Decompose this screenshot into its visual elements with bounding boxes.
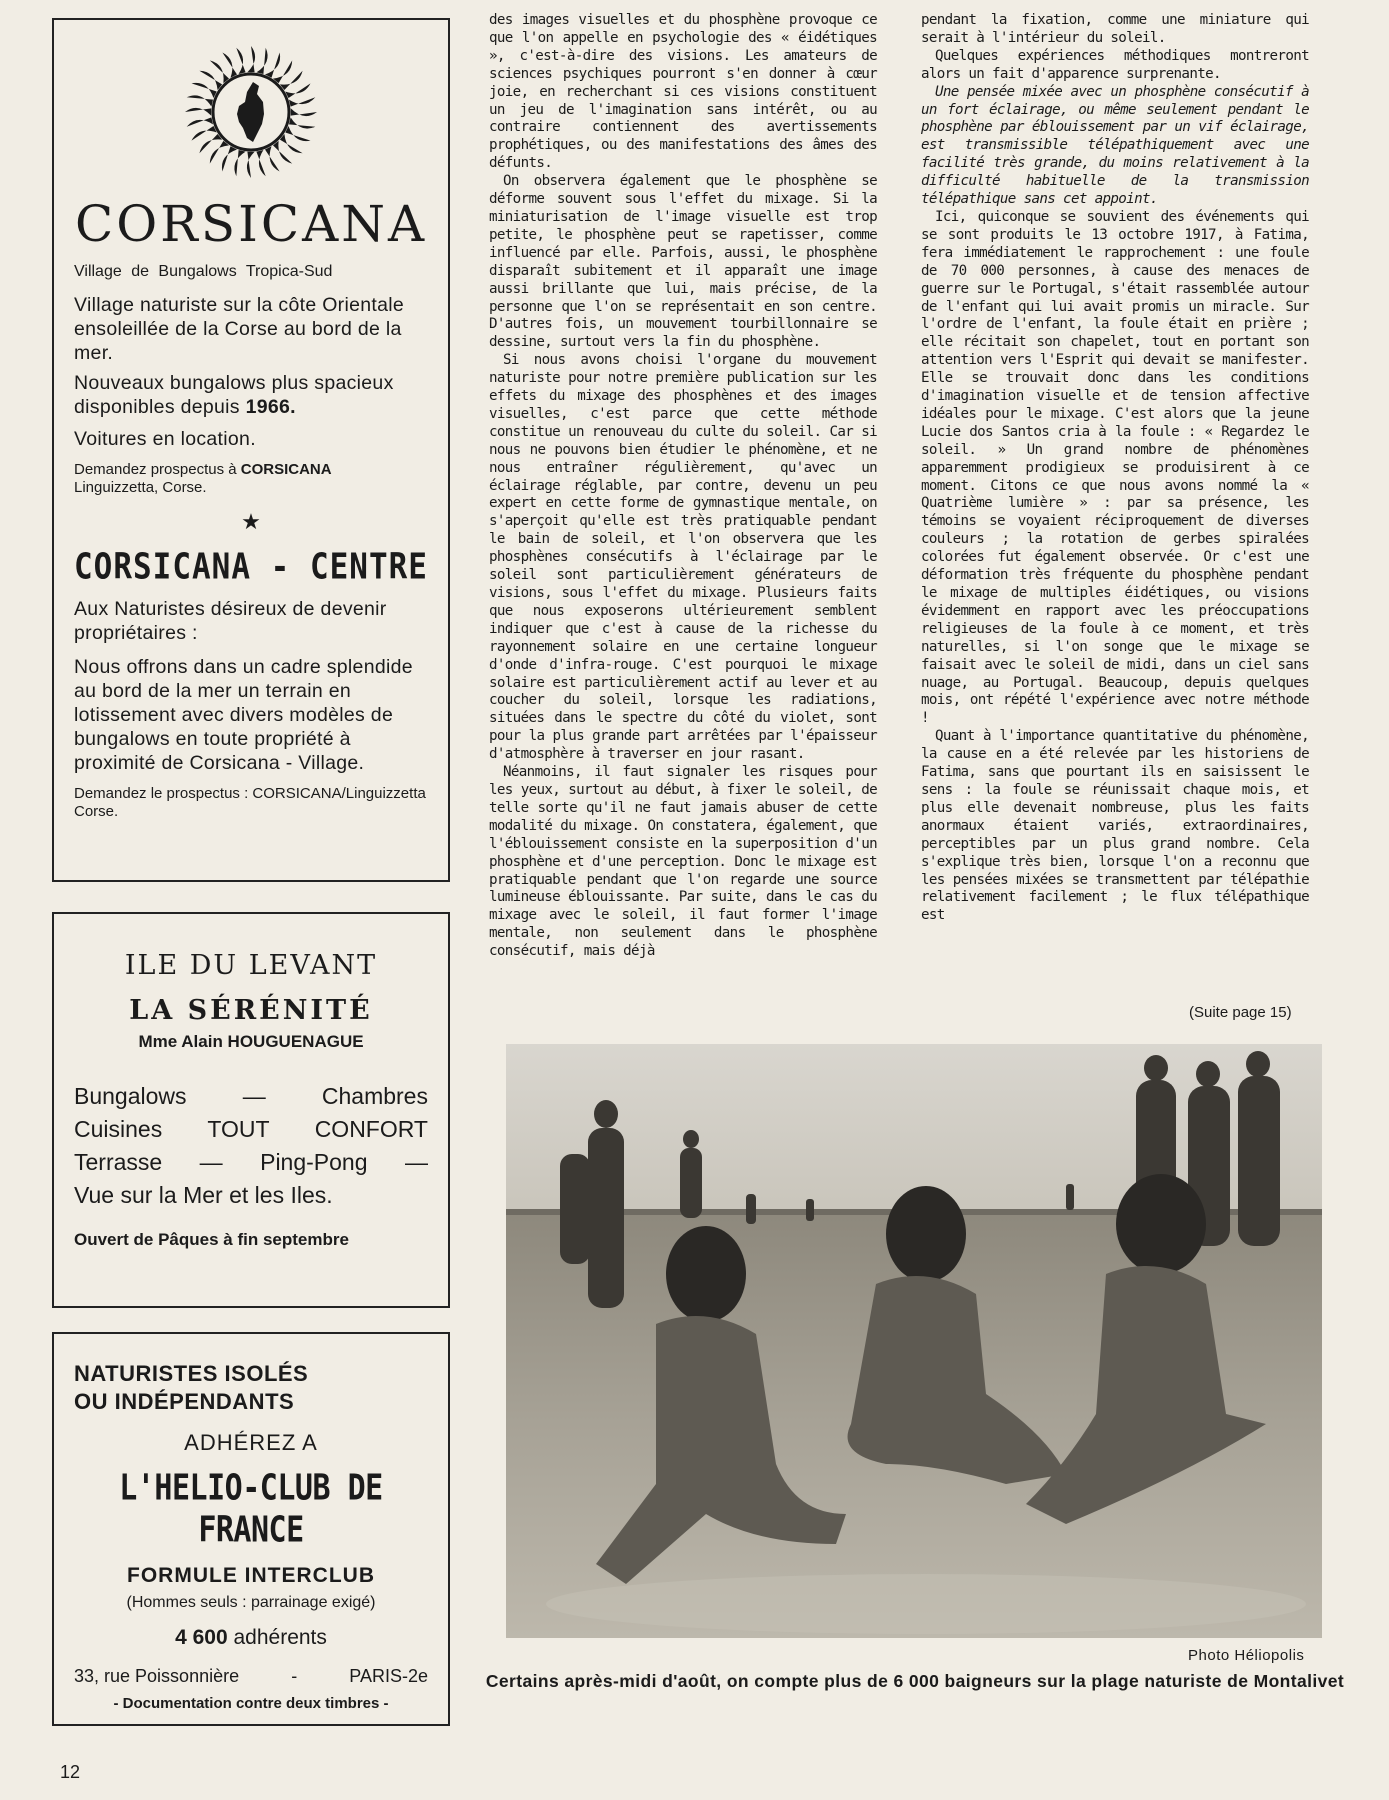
photo-caption: Certains après-midi d'août, on compte plus de 6 000 baigneurs sur la plage naturiste de Montalivet — [485, 1671, 1345, 1691]
helio-address — [74, 1666, 428, 1687]
feature-row — [74, 1113, 428, 1146]
helio-note: (Hommes seuls : parrainage exigé) — [126, 1594, 376, 1611]
article-paragraph: Ici, quiconque se souvient des événements qui se sont produits le 13 octobre 1917, à Fatima, fera immédiatement le rapprochement : une foule de 70 000 personnes, à cause des menaces de guerre sur le Portugal, s'était rassemblée autour de l'enfant qui lui avait promis un miracle. Sur l'ordre de l'enfant, la foule était en prière ; elle récitait son chapelet, tout en portant son attention vers l'Esprit qui devait se manifester. Elle se trouvait donc dans les conditions d'imagination visuelle et de tension affective idéales pour le mixage. C'est alors que la jeune Lucie dos Santos cria à la foule : « Regardez le soleil. » Un grand nombre de phénomènes apparemment prodigieux se produisirent à ce moment. Citons ce que nous avons nommé la « Quatrième lumière » : par sa présence, les témoins se voyaient réciproquement de diverses couleurs ; la rotation de gerbes spiralées colorées fut également observée. Or c'est une déformation très fréquente du phosphène pendant le mixage de multiples éidétiques, ou visions évidemment en rapport avec les préoccupations religieuses de la foule à ce moment, et très naturelles, si l'on songe que le mixage se faisait avec le soleil de midi, dans un ciel sans nuage, au Portugal. Beaucoup, depuis quelques mois, ont répété l'expérience avec notre méthode ! — [921, 208, 1309, 727]
sun-ray — [199, 71, 222, 90]
corsicana-cars: Voitures en location. — [74, 428, 256, 450]
feature-row — [74, 1146, 428, 1179]
contact-prefix: Demandez prospectus à — [74, 461, 241, 478]
corsicana-bungalows — [74, 371, 428, 419]
corsicana-title: CORSICANA — [74, 195, 428, 253]
contact-brand: CORSICANA — [240, 461, 332, 478]
article-paragraph: On observera également que le phosphène se déforme souvent sous l'effet du mixage. Si la miniaturisation de l'image visuelle est trop petite, le phosphène peut se rapetisser, comme influencé par elle. Parfois, aussi, le phosphène disparaît subitement et il apparaît une image aussi brillante que lui, mais précise, de la personne que l'on se représentait en son centre. D'autres fois, un mouvement tourbillonnaire se dessine, surtout vers la fin du phosphène. — [489, 173, 877, 351]
sun-ray — [280, 71, 303, 90]
members-number: 4 600 — [175, 1626, 228, 1649]
corsicana-description: Village naturiste sur la côte Orientale ensoleillée de la Corse au bord de la mer. — [74, 294, 405, 364]
article-paragraph: des images visuelles et du phosphène provoque ce que l'on appelle en psychologie des « éidétiques », c'est-à-dire des visions. Les amateurs de sciences psychiques pourront s'en donner à cœur joie, en recherchant si ces visions constituent un jeu de l'imagination sans intérêt, ou au contraire contiennent des avertissements prophétiques, ou des manifestations des âmes des défunts. — [489, 12, 877, 172]
levant-opening: Ouvert de Pâques à fin septembre — [74, 1230, 349, 1249]
article-column-1 — [489, 12, 877, 961]
sun-ray — [289, 117, 315, 128]
feature-item: TOUT — [207, 1116, 270, 1142]
centre-offer: Nous offrons dans un cadre splendide au bord de la mer un terrain en lotissement avec divers modèles de bungalows en toute propriété à proximité de Corsicana - Village. — [74, 656, 413, 774]
beach-photo — [506, 1044, 1322, 1638]
beach-photo-image — [506, 1044, 1322, 1638]
page-number: 12 — [60, 1762, 81, 1782]
sun-corsica-icon — [181, 42, 321, 182]
photo-credit: Photo Héliopolis — [1188, 1647, 1305, 1664]
sun-ray — [265, 146, 280, 171]
sun-ray — [247, 152, 255, 178]
sun-ray — [236, 48, 245, 74]
sun-ray — [247, 46, 255, 72]
sun-ray — [256, 48, 267, 74]
helio-heading-line: OU INDÉPENDANTS — [74, 1389, 295, 1414]
helio-members — [74, 1626, 428, 1650]
bungalows-year: 1966. — [245, 396, 296, 418]
helio-club-title: L'HELIO-CLUB DE FRANCE — [119, 1467, 383, 1551]
article-column-2 — [921, 12, 1309, 925]
levant-features — [74, 1080, 428, 1212]
address-street: 33, rue Poissonnière — [74, 1666, 240, 1686]
sun-ray — [234, 150, 245, 176]
sun-ray — [192, 126, 217, 141]
feature-dash: — — [199, 1149, 223, 1175]
helio-adhere: ADHÉREZ A — [184, 1430, 318, 1455]
sun-ray — [187, 117, 213, 126]
sun-ray — [185, 108, 211, 116]
feature-dash: — — [242, 1083, 266, 1109]
feature-item: Bungalows — [74, 1083, 187, 1109]
helio-documentation: - Documentation contre deux timbres - — [113, 1695, 389, 1712]
helio-club-ad — [52, 1332, 450, 1726]
corsicana-logo — [74, 42, 428, 187]
feature-item: Terrasse — [74, 1149, 163, 1175]
feature-row — [74, 1080, 428, 1113]
feature-row: Vue sur la Mer et les Iles. — [74, 1182, 333, 1208]
levant-owner: Mme Alain HOUGUENAGUE — [138, 1032, 364, 1051]
helio-heading-line: NATURISTES ISOLÉS — [74, 1361, 309, 1386]
corsicana-centre-title: CORSICANA - CENTRE — [74, 546, 428, 588]
sun-ray — [210, 141, 229, 164]
address-dash: - — [291, 1666, 298, 1686]
levant-ad — [52, 912, 450, 1308]
levant-title: ILE DU LEVANT — [124, 950, 378, 981]
article-emphasis: Une pensée mixée avec un phosphène consécutif à un fort éclairage, ou même seulement pendant le phosphène par éblouissement par un vif éclairage, est transmissible télépathiquement avec une facilité très grande, du moins relativement à la difficulté habituelle de la transmission télépathique sans cet appoint. — [921, 83, 1309, 208]
sun-ray — [289, 97, 315, 106]
article-paragraph — [921, 84, 1309, 209]
feature-item: CONFORT — [314, 1116, 428, 1142]
feature-item: Ping-Pong — [260, 1149, 368, 1175]
contact-place: Linguizzetta, Corse. — [74, 479, 207, 496]
feature-dash: — — [404, 1149, 428, 1175]
sun-ray — [280, 134, 303, 153]
sun-ray — [273, 60, 292, 83]
sun-ray — [256, 150, 265, 176]
sun-ray — [222, 53, 237, 78]
article-paragraph: Quant à l'importance quantitative du phénomène, la cause en a été relevée par les historiens de Fatima, sans que pourtant ils en saisissent le sens : la foule se réunissait chaque mois, et plus elle devenait nombreuse, plus les faits anormaux étaient variés, extraordinaires, perceptibles par un plus grand nombre. Cela s'explique très bien, lorsque l'on a reconnu que les pensées mixées se transmettent par télépathie relativement facilement ; le flux télépathique est — [921, 728, 1309, 924]
article-paragraph: pendant la fixation, comme une miniature qui serait à l'intérieur du soleil. — [921, 12, 1309, 46]
sun-ray — [199, 134, 222, 153]
article-paragraph: Quelques expériences méthodiques montreront alors un fait d'apparence surprenante. — [921, 47, 1309, 82]
corsicana-ad — [52, 18, 450, 882]
star-icon: ★ — [241, 509, 261, 534]
sun-ray — [187, 95, 213, 106]
levant-name: LA SÉRÉNITÉ — [129, 995, 373, 1026]
helio-heading — [74, 1360, 428, 1416]
article-paragraph: Si nous avons choisi l'organe du mouvement naturiste pour notre première publication sur les effets du mixage des phosphènes et des images visuelles, c'est parce que cette méthode constitue un renouveau du culte du soleil. Car si nous ne pouvons bien étudier le phénomène, et ne nous entraîner régulièrement, qu'avec un éclairage réglable, par contre, devenu un peu expert en cette forme de gymnastique mentale, on s'aperçoit qu'elle est très pratiquable pendant le bain de soleil, et l'on observera que les phosphènes consécutifs à l'éclairage par le soleil sont particulièrement générateurs de visions, sous l'effet du mixage. Plusieurs faits que nous exposerons ultérieurement semblent indiquer que c'est à cause de la richesse du rayonnement solaire en une certaine longueur d'onde d'infra-rouge. C'est pourquoi le mixage solaire est particulièrement actif au lever et au coucher du soleil, lorsque les radiations, situées dans le spectre du côté du violet, sont pour la plus grande part arrêtées par l'épaisseur d'atmosphère à traverser en jour rasant. — [489, 352, 877, 763]
sun-ray — [285, 83, 310, 98]
centre-intro: Aux Naturistes désireux de devenir propriétaires : — [74, 598, 387, 644]
address-city: PARIS-2e — [349, 1666, 428, 1686]
bungalows-text: Nouveaux bungalows plus spacieux disponibles depuis — [74, 372, 394, 418]
sun-ray — [210, 60, 229, 83]
feature-item: Cuisines — [74, 1116, 163, 1142]
members-label: adhérents — [227, 1626, 327, 1649]
centre-contact: Demandez le prospectus : CORSICANA/Linguizzetta Corse. — [74, 785, 426, 820]
feature-item: Chambres — [321, 1083, 428, 1109]
corsicana-contact — [74, 461, 428, 497]
article-paragraph: Néanmoins, il faut signaler les risques pour les yeux, surtout au début, à fixer le soleil, de telle sorte qu'il ne faut jamais abuser de cette modalité du mixage. On constatera, également, que l'éblouissement consiste en la superposition d'un phosphène et d'une perception. Donc le mixage est pratiquable pendant que l'on regarde une source lumineuse éblouissante. Par suite, dans le cas du mixage avec le soleil, il faut former l'image mentale, non seulement dans le phosphène consécutif, mais déjà — [489, 764, 877, 960]
continued-note: (Suite page 15) — [1189, 1004, 1292, 1021]
sun-ray — [273, 141, 292, 164]
corsicana-subtitle: Village de Bungalows Tropica-Sud — [74, 263, 333, 280]
sun-ray — [291, 108, 317, 116]
helio-formula: FORMULE INTERCLUB — [127, 1564, 375, 1587]
